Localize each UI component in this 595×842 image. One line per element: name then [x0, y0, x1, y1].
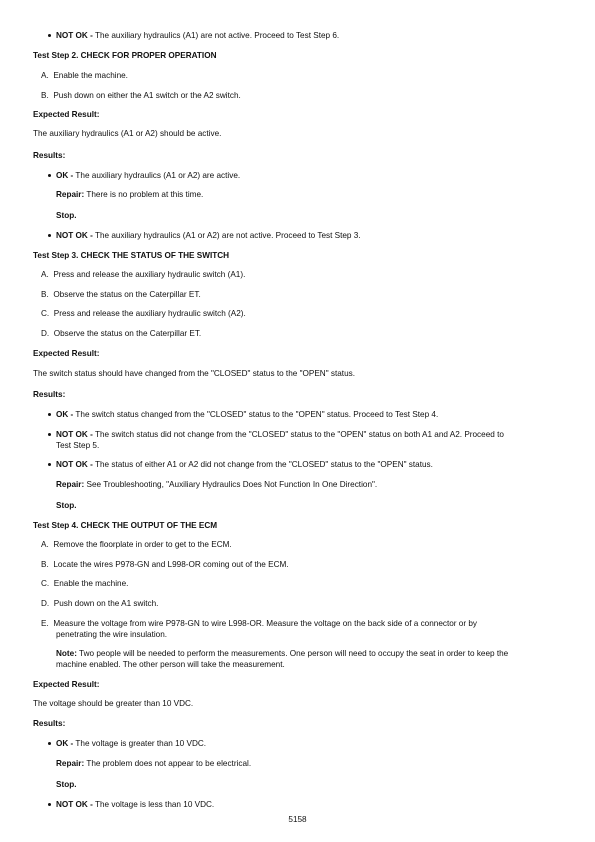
step-2-item-a: A. Enable the machine.	[41, 71, 128, 80]
step-4-item-a: A. Remove the floorplate in order to get to the ECM.	[41, 540, 232, 549]
step-2-item-b: B. Push down on either the A1 switch or the A2 switch.	[41, 91, 241, 100]
expected-result-heading: Expected Result:	[33, 349, 100, 358]
result-ok: OK - The voltage is greater than 10 VDC.	[56, 739, 207, 748]
repair-text: Repair: The problem does not appear to be electrical.	[56, 759, 252, 768]
page-number: 5158	[288, 815, 307, 824]
results-heading: Results:	[33, 151, 66, 160]
step-3-item-a: A. Press and release the auxiliary hydraulic switch (A1).	[41, 270, 246, 279]
stop-text: Stop.	[56, 780, 77, 789]
result-ok: OK - The switch status changed from the "CLOSED" status to the "OPEN" status. Proceed to Test Step 4.	[56, 410, 439, 419]
bullet-icon	[48, 742, 51, 745]
step-4-item-e-continuation: penetrating the wire insulation.	[56, 630, 168, 639]
step-3-heading: Test Step 3. CHECK THE STATUS OF THE SWITCH	[33, 251, 230, 260]
result-ok: OK - The auxiliary hydraulics (A1 or A2) are active.	[56, 171, 241, 180]
step-3-item-c: C. Press and release the auxiliary hydraulic switch (A2).	[41, 309, 246, 318]
result-not-ok: NOT OK - The status of either A1 or A2 did not change from the "CLOSED" status to the "OPEN" status.	[56, 460, 433, 469]
bullet-icon	[48, 803, 51, 806]
expected-result-text: The auxiliary hydraulics (A1 or A2) should be active.	[33, 129, 222, 138]
expected-result-text: The voltage should be greater than 10 VDC.	[33, 699, 194, 708]
step-3-item-d: D. Observe the status on the Caterpillar ET.	[41, 329, 202, 338]
note-text-continuation: machine enabled. The other person will take the measurement.	[56, 660, 285, 669]
expected-result-heading: Expected Result:	[33, 680, 100, 689]
bullet-icon	[48, 463, 51, 466]
result-not-ok-continuation: Test Step 5.	[56, 441, 100, 450]
bullet-icon	[48, 413, 51, 416]
result-not-ok: NOT OK - The auxiliary hydraulics (A1) are not active. Proceed to Test Step 6.	[56, 31, 340, 40]
step-4-item-b: B. Locate the wires P978-GN and L998-OR coming out of the ECM.	[41, 560, 289, 569]
expected-result-heading: Expected Result:	[33, 110, 100, 119]
step-4-item-d: D. Push down on the A1 switch.	[41, 599, 159, 608]
step-4-heading: Test Step 4. CHECK THE OUTPUT OF THE ECM	[33, 521, 218, 530]
step-4-item-c: C. Enable the machine.	[41, 579, 129, 588]
stop-text: Stop.	[56, 211, 77, 220]
step-3-item-b: B. Observe the status on the Caterpillar ET.	[41, 290, 201, 299]
bullet-icon	[48, 34, 51, 37]
result-not-ok: NOT OK - The voltage is less than 10 VDC.	[56, 800, 215, 809]
repair-text: Repair: There is no problem at this time.	[56, 190, 204, 199]
result-not-ok: NOT OK - The switch status did not change from the "CLOSED" status to the "OPEN" status on both A1 and A2. Proceed to	[56, 430, 504, 439]
bullet-icon	[48, 174, 51, 177]
note-text: Note: Two people will be needed to perform the measurements. One person will need to occupy the seat in order to keep the	[56, 649, 509, 658]
bullet-icon	[48, 433, 51, 436]
results-heading: Results:	[33, 390, 66, 399]
stop-text: Stop.	[56, 501, 77, 510]
results-heading: Results:	[33, 719, 66, 728]
result-not-ok: NOT OK - The auxiliary hydraulics (A1 or A2) are not active. Proceed to Test Step 3.	[56, 231, 361, 240]
repair-text: Repair: See Troubleshooting, "Auxiliary Hydraulics Does Not Function In One Direction".	[56, 480, 378, 489]
step-2-heading: Test Step 2. CHECK FOR PROPER OPERATION	[33, 51, 217, 60]
bullet-icon	[48, 234, 51, 237]
step-4-item-e: E. Measure the voltage from wire P978-GN to wire L998-OR. Measure the voltage on the back side of a connector or by	[41, 619, 478, 628]
expected-result-text: The switch status should have changed from the "CLOSED" status to the "OPEN" status.	[33, 369, 355, 378]
